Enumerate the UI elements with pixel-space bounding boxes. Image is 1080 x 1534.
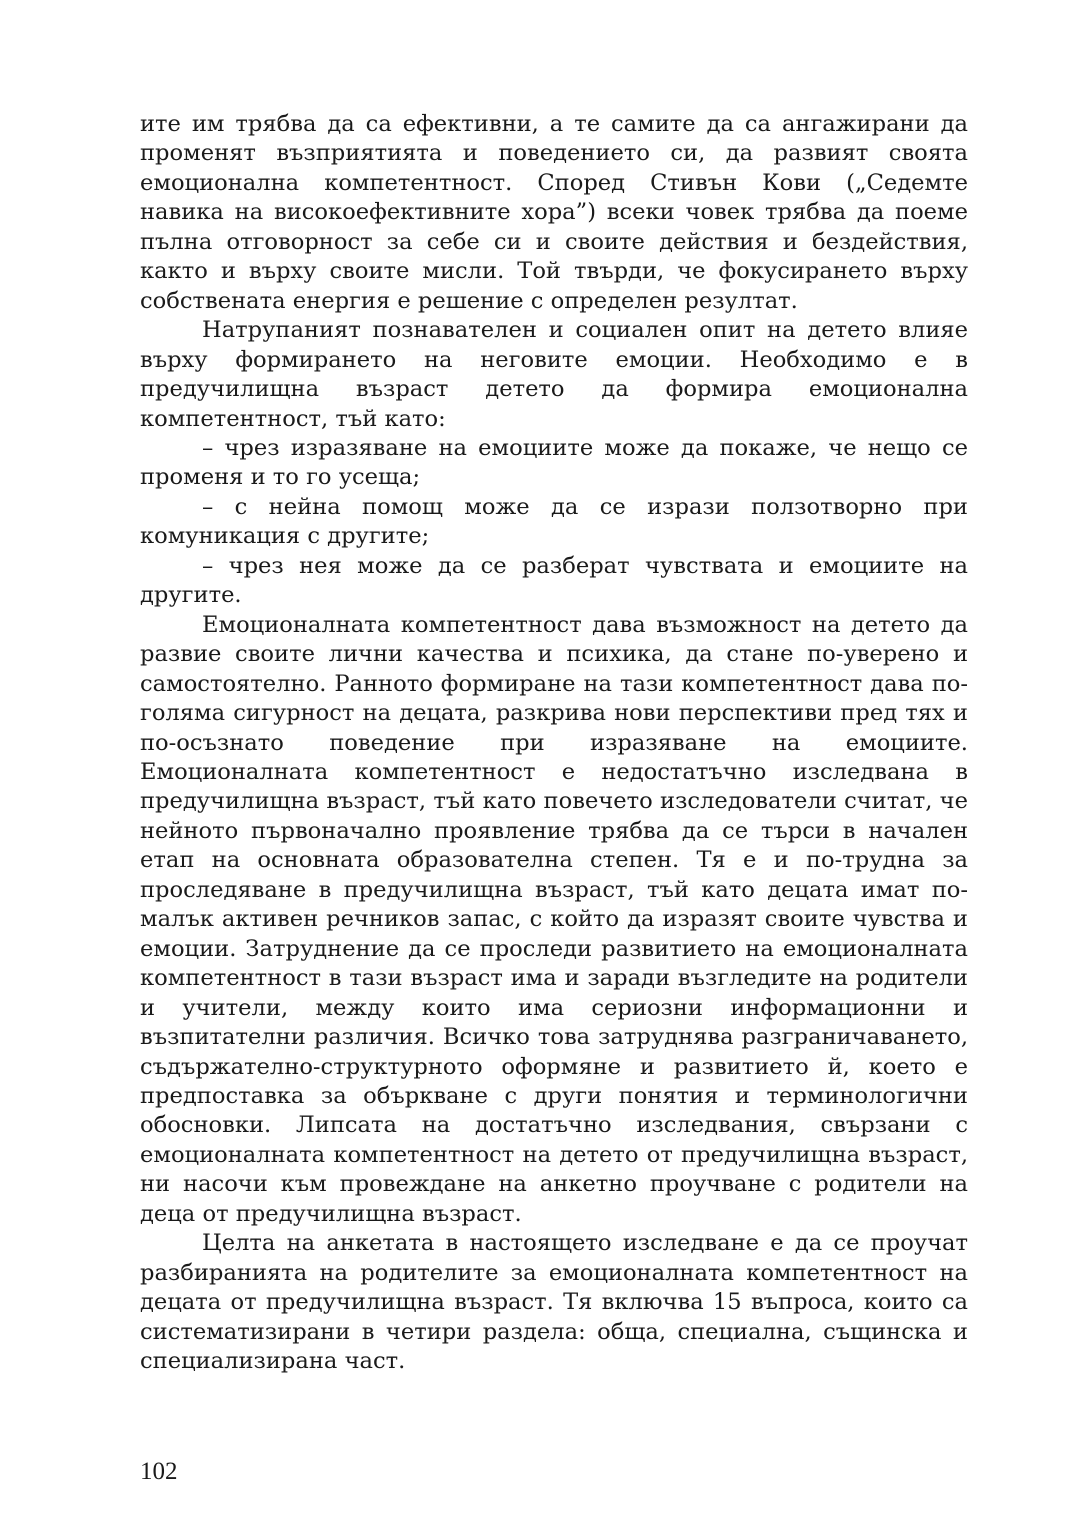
paragraph-continuation: ите им трябва да са ефективни, а те самите да са ангажирани да променят възприятията и поведението си, да развият своята емоционална компетентност. Според Стивън Кови („Седемте навика на високоефективните хора”) всеки човек трябва да поеме пълна отговорност за себе си и своите действия и бездействия, както и върху своите мисли. Той твърди, че фокусирането върху собствената енергия е решение с определен резултат. [140,111,968,314]
body-text [140,110,968,1376]
paragraph: Емоционалната компетентност дава възможност на детето да развие своите лични качества и психика, да стане по-уверено и самостоятелно. Ранното формиране на тази компетентност дава по-голяма сигурност на децата, разкрива нови перспективи пред тях и по-осъзнато поведение при изразяване на емоциите. Емоционалната компетентност е недостатъчно изследвана в предучилищна възраст, тъй като повечето изследователи считат, че нейното първоначално проявление трябва да се търси в начален етап на основната образователна степен. Тя е и по-трудна за проследяване в предучилищна възраст, тъй като децата имат по-малък активен речников запас, с който да изразят своите чувства и емоции. Затруднение да се проследи развитието на емоционалната компетентност в тази възраст има и заради възгледите на родители и учители, между които има сериозни информационни и възпитателни различия. Всичко това затруднява разграничаването, съдържателно-структурното оформяне и развитието й, което е предпоставка за объркване с други понятия и терминологични обосновки. Липсата на достатъчно изследвания, свързани с емоционалната компетентност на детето от предучилищна възраст, ни насочи към провеждане на анкетно проучване с родители на деца от предучилищна възраст. [140,611,968,1227]
list-item: – чрез нея може да се разберат чувствата и емоциите на другите. [140,552,968,609]
list-item: – с нейна помощ може да се изрази ползотворно при комуникация с другите; [140,493,968,550]
paragraph: Целта на анкетата в настоящето изследване е да се проучат разбиранията на родителите за емоционалната компетентност на децата от предучилищна възраст. Тя включва 15 въпроса, които са систематизирани в четири раздела: обща, специална, същинска и специализирана част. [140,1230,968,1375]
page-number: 102 [140,1458,178,1485]
paragraph: Натрупаният познавателен и социален опит на детето влияе върху формирането на неговите емоции. Необходимо е в предучилищна възраст детето да формира емоционална компетентност, тъй като: [140,317,968,432]
list-item: – чрез изразяване на емоциите може да покаже, че нещо се променя и то го усеща; [140,434,968,491]
